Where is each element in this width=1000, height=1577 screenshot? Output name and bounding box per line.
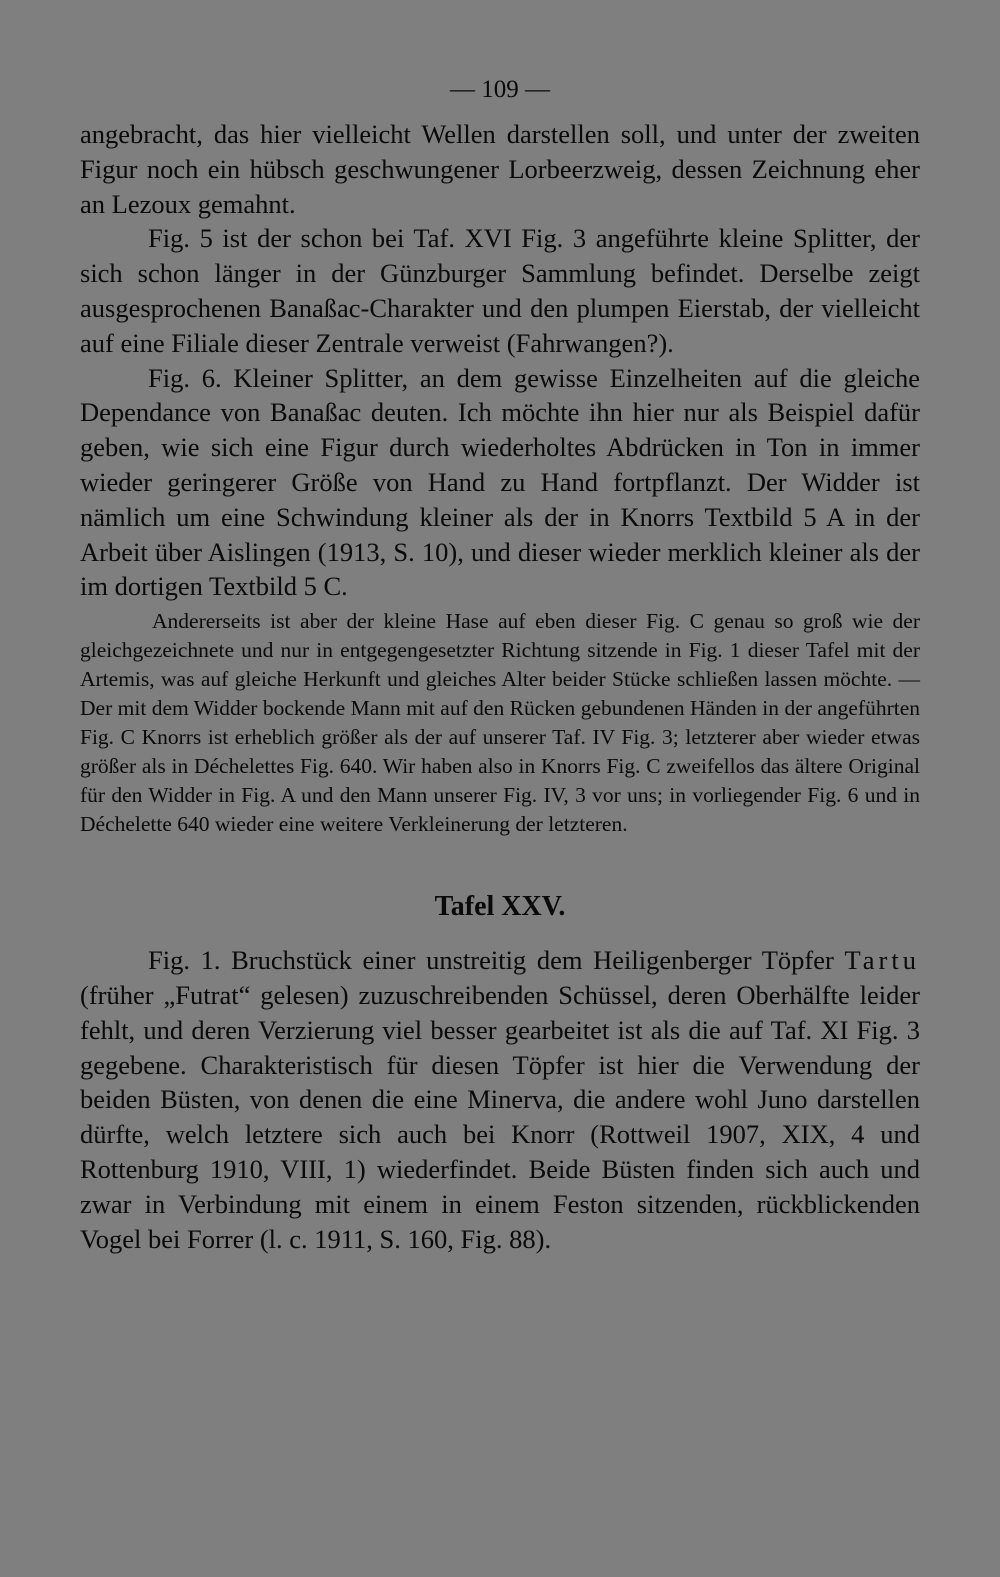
paragraph-tafel-fig-1 — [80, 943, 920, 1256]
paragraph-text-start: Fig. 1. Bruchstück einer unstreitig dem Heiligenberger Töpfer — [148, 945, 845, 976]
paragraph-fig-6: Fig. 6. Kleiner Splitter, an dem gewisse Einzelheiten auf die gleiche Dependance von Banaßac deuten. Ich möchte ihn hier nur als Beispiel dafür geben, wie sich eine Figur durch wiederholtes Abdrücken in Ton in immer wieder geringerer Größe von Hand zu Hand fortpflanzt. Der Widder ist nämlich um eine Schwindung kleiner als der in Knorrs Textbild 5 A in der Arbeit über Aislingen (1913, S. 10), und dieser wieder merklich kleiner als der im dortigen Textbild 5 C. — [80, 362, 920, 602]
potter-name: Tartu — [844, 945, 920, 976]
paragraph-fig-5: Fig. 5 ist der schon bei Taf. XVI Fig. 3 angeführte kleine Splitter, der sich schon länger in der Günzburger Sammlung befindet. Derselbe zeigt ausgesprochenen Banaßac-Charakter und den plumpen Eierstab, der vielleicht auf eine Filiale dieser Zentrale verweist (Fahrwangen?). — [80, 223, 920, 358]
main-text-block — [80, 117, 920, 604]
paragraph-continuation: angebracht, das hier vielleicht Wellen darstellen soll, und unter der zweiten Figur noch ein hübsch geschwungener Lorbeerzweig, dessen Zeichnung eher an Lezoux gemahnt. — [80, 119, 920, 219]
paragraph-small-print: Andererseits ist aber der kleine Hase auf eben dieser Fig. C genau so groß wie der gleichgezeichnete und nur in entgegengesetzter Richtung sitzende in Fig. 1 dieser Tafel mit der Artemis, was auf gleiche Herkunft und gleiches Alter beider Stücke schließen lassen möchte. — Der mit dem Widder bockende Mann mit auf den Rücken gebundenen Händen in der angeführten Fig. C Knorrs ist erheblich größer als der auf unserer Taf. IV Fig. 3; letzterer aber wieder etwas größer als in Déchelettes Fig. 640. Wir haben also in Knorrs Fig. C zweifellos das ältere Original für den Widder in Fig. A und den Mann unserer Fig. IV, 3 vor uns; in vorliegender Fig. 6 und in Déchelette 640 wieder eine weitere Verkleinerung der letzteren. — [80, 609, 920, 837]
section-title: Tafel XXV. — [434, 891, 566, 923]
small-print-block — [80, 607, 920, 839]
page-number: — 109 — — [450, 76, 550, 103]
paragraph-text-end: (früher „Futrat“ gelesen) zuzuschreibenden Schüssel, deren Oberhälfte leider fehlt, und deren Verzierung viel besser gearbeitet ist als die auf Taf. XI Fig. 3 gegebene. Charakteristisch für diesen Töpfer ist hier die Verwendung der beiden Büsten, von denen die eine Minerva, die andere wohl Juno darstellen dürfte, welch letztere sich auch bei Knorr (Rottweil 1907, XIX, 4 und Rottenburg 1910, VIII, 1) wiederfindet. Beide Büsten finden sich auch und zwar in Verbindung mit einem in einem Feston sitzenden, rückblickenden Vogel bei Forrer (l. c. 1911, S. 160, Fig. 88). — [80, 979, 920, 1254]
tafel-text-block — [80, 943, 920, 1256]
document-page — [80, 70, 920, 1256]
